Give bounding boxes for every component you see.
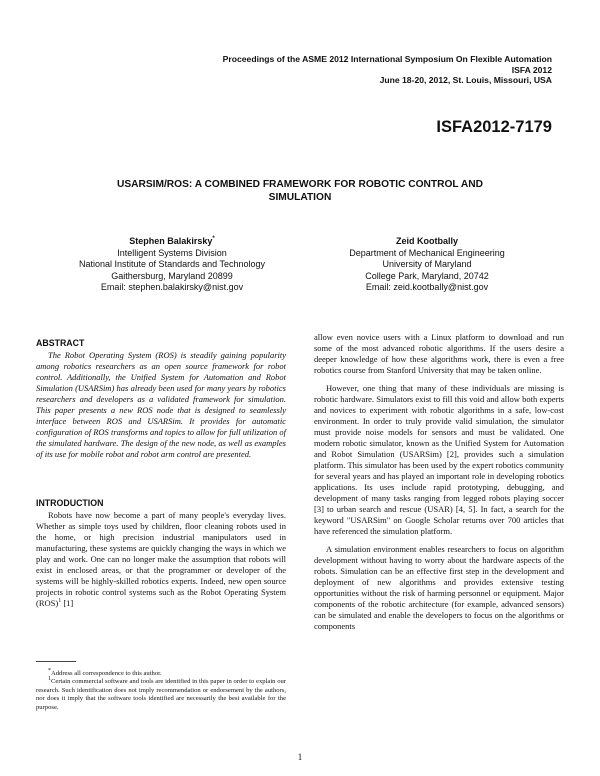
author-1-email: Email: stephen.balakirsky@nist.gov [100, 282, 244, 293]
footnote-ref-1: 1 [58, 598, 62, 605]
proceedings-line-3: June 18-20, 2012, St. Louis, Missouri, USA [379, 75, 552, 86]
footnote-2: $^1$Certain commercial software and tools are identified in this paper in order to explain our research. Such identification does not imply recommendation or endorsement by the authors, nor does it imply that the software tools identified are necessarily the best available for the purpose. [36, 676, 286, 711]
author-block-2 [302, 236, 552, 294]
proceedings-line-2: ISFA 2012 [511, 64, 552, 75]
author-2-line-2: University of Maryland [382, 259, 472, 270]
author-2-line-3: College Park, Maryland, 20742 [365, 270, 489, 281]
author-1-line-2: National Institute of Standards and Technology [79, 259, 265, 270]
right-paragraph-1: allow even novice users with a Linux platform to download and run some of the most advanced robotic algorithms. If the users desire a deeper knowledge of how these algorithms work, there is even a free robotics course from Stanford University that may be taken online. [314, 332, 564, 375]
footnotes [36, 667, 286, 712]
title-line-2: SIMULATION [268, 192, 332, 204]
footnote-1: *Address all correspondence to this author. [48, 667, 162, 677]
proceedings-header [92, 54, 552, 86]
introduction-heading: INTRODUCTION [36, 498, 104, 508]
abstract-heading: ABSTRACT [36, 338, 85, 348]
title-line-1: USARSIM/ROS: A COMBINED FRAMEWORK FOR ROBOTIC CONTROL AND [117, 179, 483, 190]
author-mark-1: * [212, 236, 215, 242]
right-paragraph-3: A simulation environment enables researchers to focus on algorithm development without having to worry about the hardware aspects of the robots. Simulation can be an effective first step in the development and deployment of new algorithms and provides extensive testing opportunities without the risk of harming personnel or equipment. Major components of the robotic architecture (for example, advanced sensors) can be simulated and enable the developers to focus on the algorithms or components [314, 544, 564, 631]
footnote-rule [36, 661, 76, 662]
proceedings-line-1: Proceedings of the ASME 2012 International Symposium On Flexible Automation [222, 54, 552, 64]
right-column [314, 332, 564, 639]
introduction-section [36, 498, 286, 609]
abstract-section [36, 338, 286, 460]
author-name-2: Zeid Kootbally [395, 236, 458, 246]
author-name-1: Stephen Balakirsky* [129, 236, 215, 246]
introduction-text: Robots have now become a part of many people's everyday lives. Whether as simple toys used by children, floor cleaning robots used in the home, or high precision industrial manipulators used in manufacturing, these systems are quickly changing the ways in which we play and work. One can no longer make the assumption that robots will exist in enclosed areas, or that the programmer or developer of the systems will be highly-skilled robotics experts. Indeed, new open source projects in robotic control systems such as the Robot Operating System (ROS)$^1$ [1] [36, 510, 286, 608]
paper-title [80, 178, 520, 205]
author-block-1 [47, 236, 297, 294]
abstract-text: The Robot Operating System (ROS) is steadily gaining popularity among robotics researchers as an open source framework for robot control. Additionally, the Unified System for Automation and Robot Simulation (USARSim) has already been used for many years by robotics researchers and developers as a validated framework for simulation. This paper presents a new ROS node that is designed to seamlessly interface between ROS and USARSim. It provides for automatic configuration of ROS transforms and topics to allow for full utilization of the simulated hardware. The design of the new node, as well as examples of its use for mobile robot and robot arm control are presented. [36, 350, 286, 459]
author-1-line-1: Intelligent Systems Division [117, 247, 227, 258]
paper-id: ISFA2012-7179 [436, 118, 552, 136]
page-number: 1 [297, 752, 303, 762]
author-2-line-1: Department of Mechanical Engineering [349, 247, 505, 258]
author-2-email: Email: zeid.kootbally@nist.gov [365, 282, 489, 293]
author-1-line-3: Gaithersburg, Maryland 20899 [111, 270, 233, 281]
right-paragraph-2: However, one thing that many of these individuals are missing is robotic hardware. Simulators exist to fill this void and allow both experts and novices to experiment with robotic algorithms in a safe, low-cost environment. In order to truly provide valid simulation, the simulator must provide noise models for sensors and must be validated. One modern robotic simulator, known as the Unified System for Automation and Robot Simulation (USARSim) [2], provides such a simulation platform. This simulator has been used by the expert robotics community for several years and has played an important role in developing robotics applications. Its uses include rapid prototyping, debugging, and development of many tasks ranging from legged robots playing soccer [3] to urban search and rescue (USAR) [4, 5]. In fact, a search for the keyword "USARSim" on Google Scholar returns over 700 articles that have referenced the simulation platform. [314, 383, 564, 536]
